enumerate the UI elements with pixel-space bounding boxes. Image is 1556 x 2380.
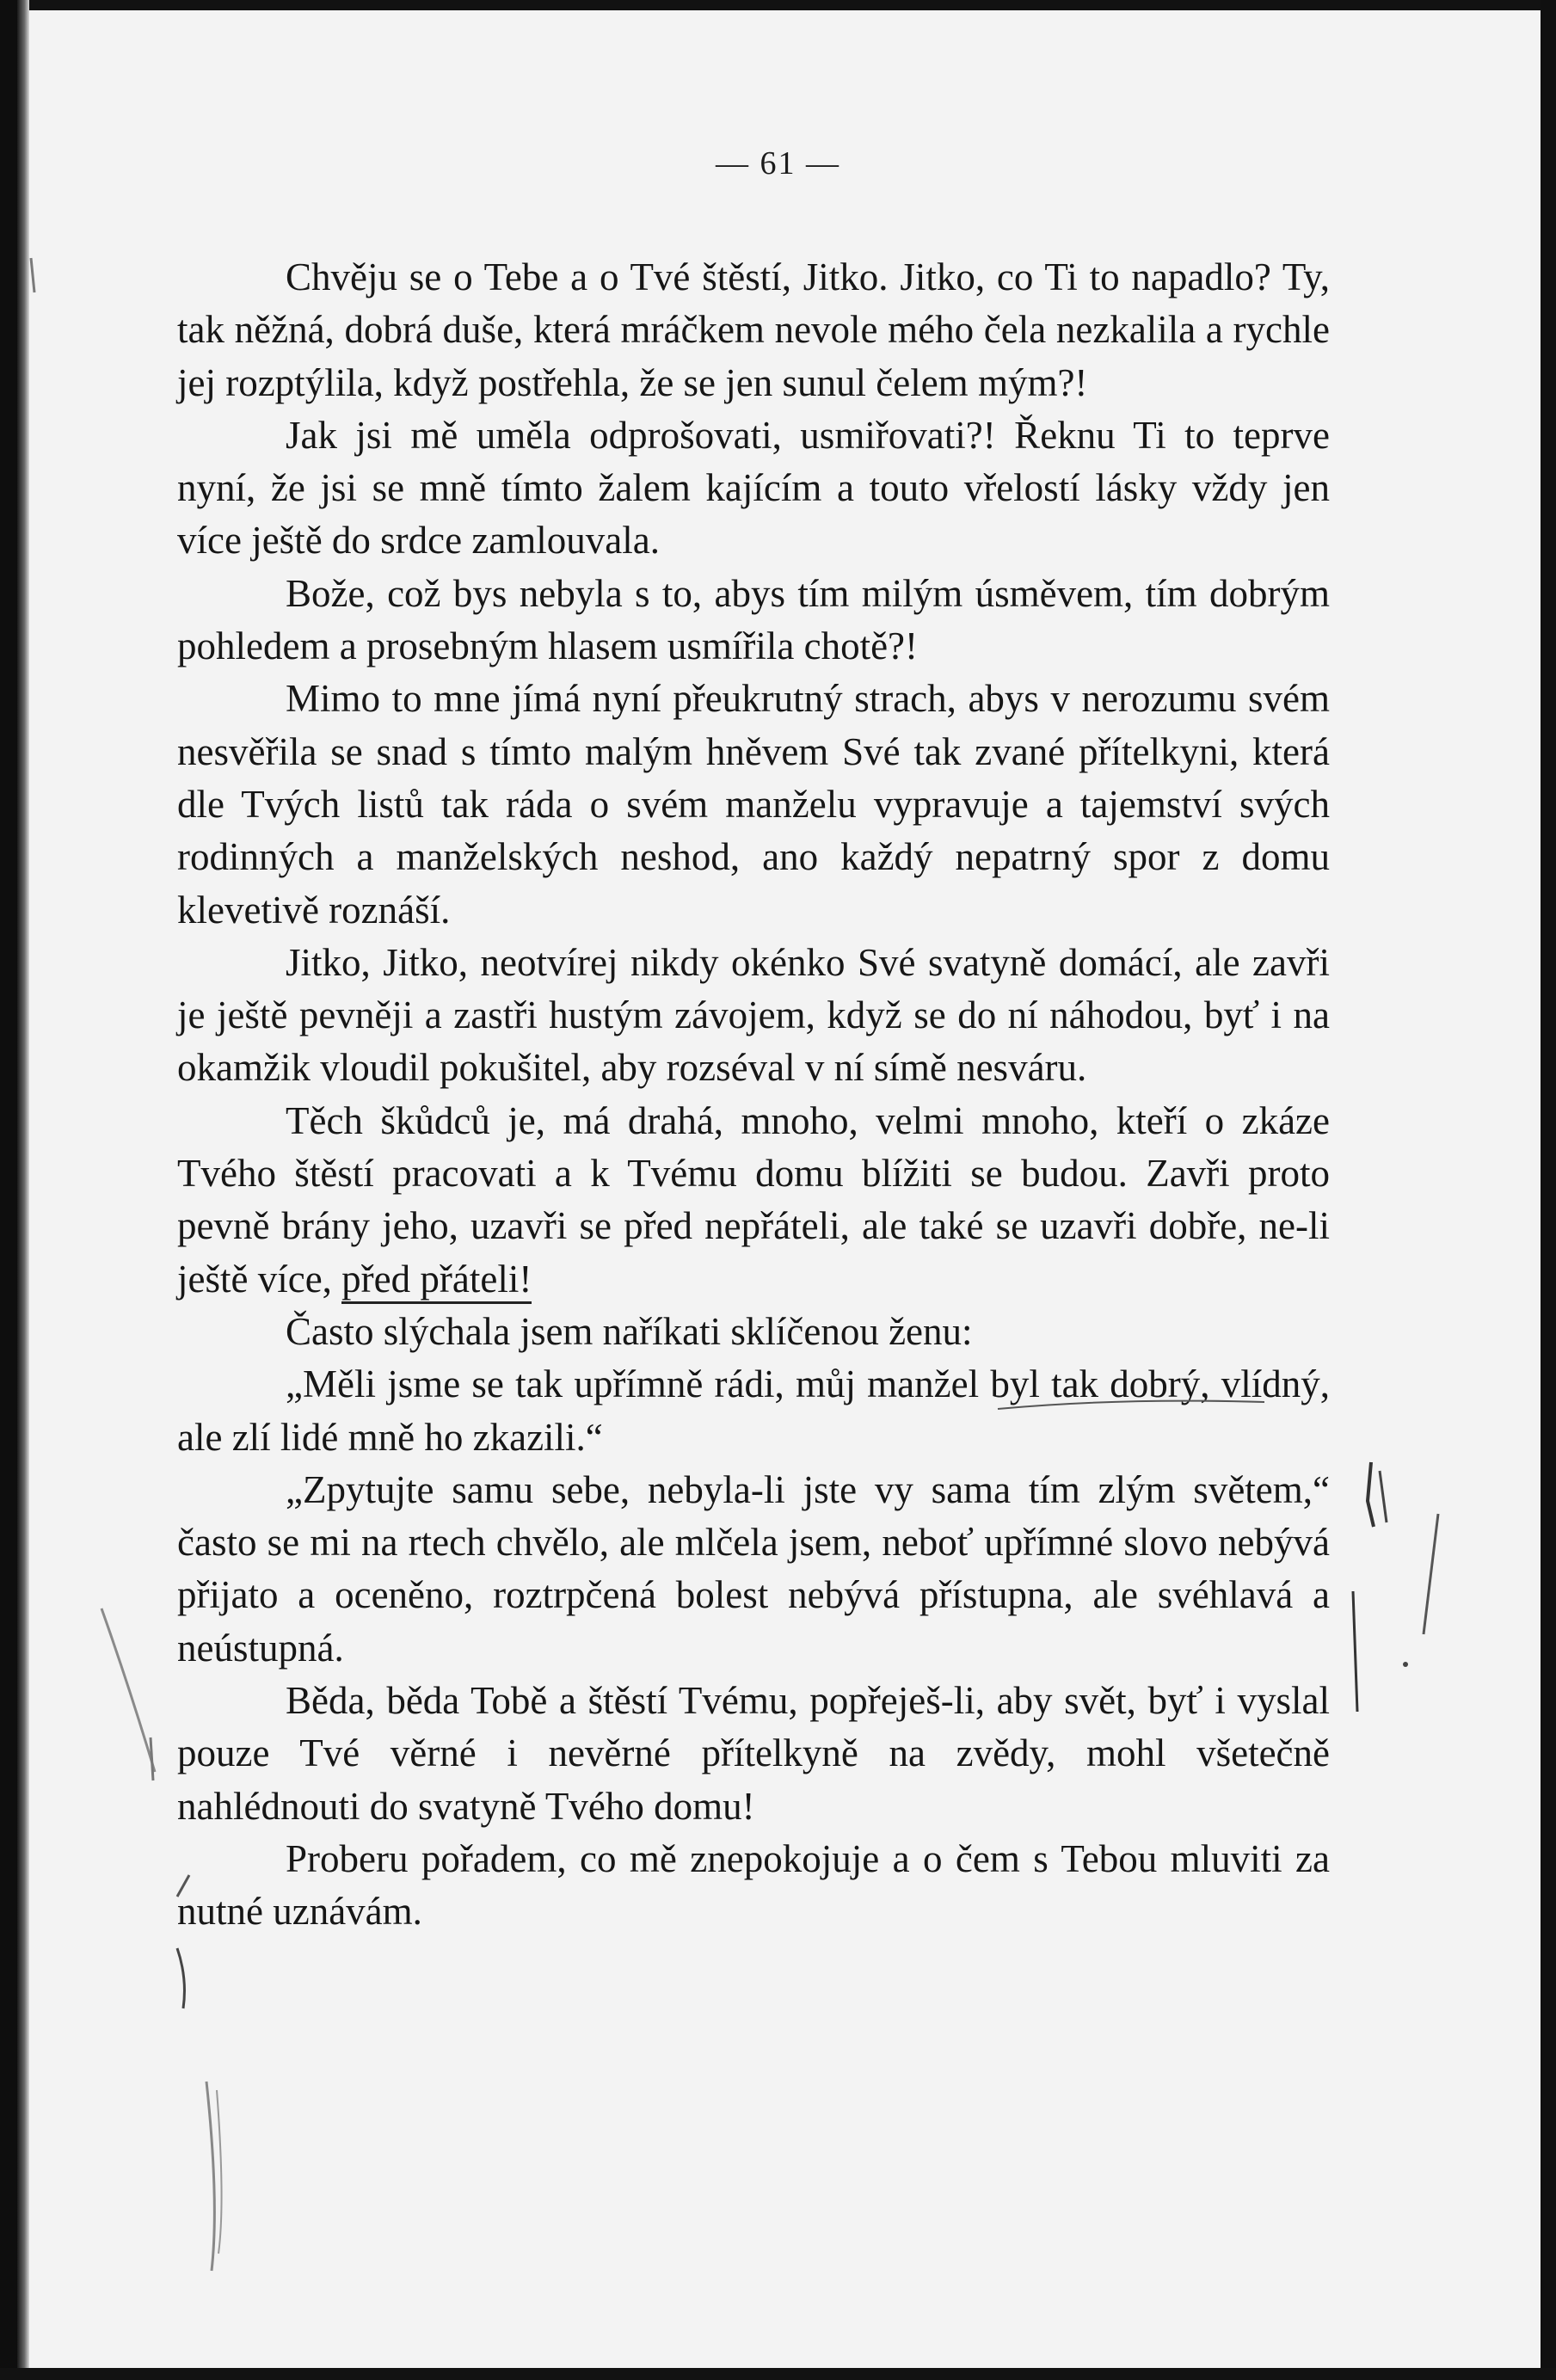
margin-mark-left-5: [206, 2082, 214, 2271]
paragraph-11: Proberu pořadem, co mě znepokojuje a o čem s Tebou mluviti za nutné uznávám.: [177, 1836, 1330, 1934]
underlined-phrase: před přáteli!: [341, 1258, 532, 1304]
margin-mark-top-left: [31, 258, 34, 292]
scan-edge-bottom: [0, 2368, 1556, 2380]
paragraph-10: Běda, běda Tobě a štěstí Tvému, popřeješ-li, aby svět, byť i vyslal pouze Tvé věrné i nevěrné přítelkyně na zvědy, mohl všetečně nahlédnouti do svatyně Tvého domu!: [177, 1679, 1330, 1828]
scan-edge-left: [0, 0, 29, 2380]
margin-mark-right-2: [1380, 1471, 1387, 1522]
margin-mark-left-1: [101, 1608, 155, 1772]
paragraph-6-text: Těch škůdců je, má drahá, mnoho, velmi mnoho, kteří o zkáze Tvého štěstí pracovati a k Tvému domu blížiti se budou. Zavři proto pevně brány jeho, uzavři se před nepřáteli, ale také se uzavři dobře, ne-li ještě více,: [177, 1098, 1330, 1301]
margin-mark-left-4: [177, 1948, 184, 2008]
paragraph-4: Mimo to mne jímá nyní přeukrutný strach, abys v nerozumu svém nesvěřila se snad s tímto malým hněvem Své tak zvané přítelkyni, která dle Tvých listů tak ráda o svém manželu vypravuje a tajemství svých rodinných a manželských neshod, ano každý nepatrný spor z domu klevetivě roznáší.: [177, 677, 1330, 932]
margin-mark-right-4: [1353, 1591, 1357, 1712]
scan-edge-top: [0, 0, 1556, 10]
paragraph-2: Jak jsi mě uměla odprošovati, usmiřovati?! Řeknu Ti to teprve nyní, že jsi se mně tímto žalem kajícím a touto vřelostí lásky vždy jen více ještě do srdce zamlouvala.: [177, 413, 1330, 563]
margin-dot: [1403, 1662, 1408, 1667]
paragraph-5: Jitko, Jitko, neotvírej nikdy okénko Své svatyně domácí, ale zavři je ještě pevněji a zastři hustým závojem, když se do ní náhodou, byť i na okamžik vloudil pokušitel, aby rozséval v ní símě nesváru.: [177, 940, 1330, 1090]
paragraph-3: Bože, což bys nebyla s to, abys tím milým úsměvem, tím dobrým pohledem a prosebným hlasem usmířila chotě?!: [177, 571, 1330, 668]
page-number: — 61 —: [716, 145, 840, 181]
body-text: [177, 251, 1330, 1939]
paragraph-8: „Měli jsme se tak upřímně rádi, můj manžel byl tak dobrý, vlídný, ale zlí lidé mně ho zkazili.“: [177, 1362, 1330, 1459]
margin-mark-right-3: [1424, 1514, 1438, 1634]
scan-edge-right: [1541, 0, 1556, 2380]
margin-mark-right-1: [1368, 1462, 1374, 1527]
paragraph-1: Chvěju se o Tebe a o Tvé štěstí, Jitko. Jitko, co Ti to napadlo? Ty, tak něžná, dobrá duše, která mráčkem nevole mého čela nezkalila a rychle jej rozptýlila, když postřehla, že se jen sunul čelem mým?!: [177, 255, 1330, 404]
margin-mark-left-6: [217, 2090, 222, 2254]
paragraph-6: [177, 1095, 1330, 1306]
margin-mark-left-2: [151, 1737, 153, 1780]
paragraph-9: „Zpytujte samu sebe, nebyla-li jste vy sama tím zlým světem,“ často se mi na rtech chvělo, ale mlčela jsem, neboť upřímné slovo nebývá přijato a oceněno, roztrpčená bolest nebývá přístupna, ale svéhlavá a neústupná.: [177, 1467, 1330, 1670]
paragraph-7: Často slýchala jsem naříkati sklíčenou ženu:: [286, 1309, 973, 1353]
